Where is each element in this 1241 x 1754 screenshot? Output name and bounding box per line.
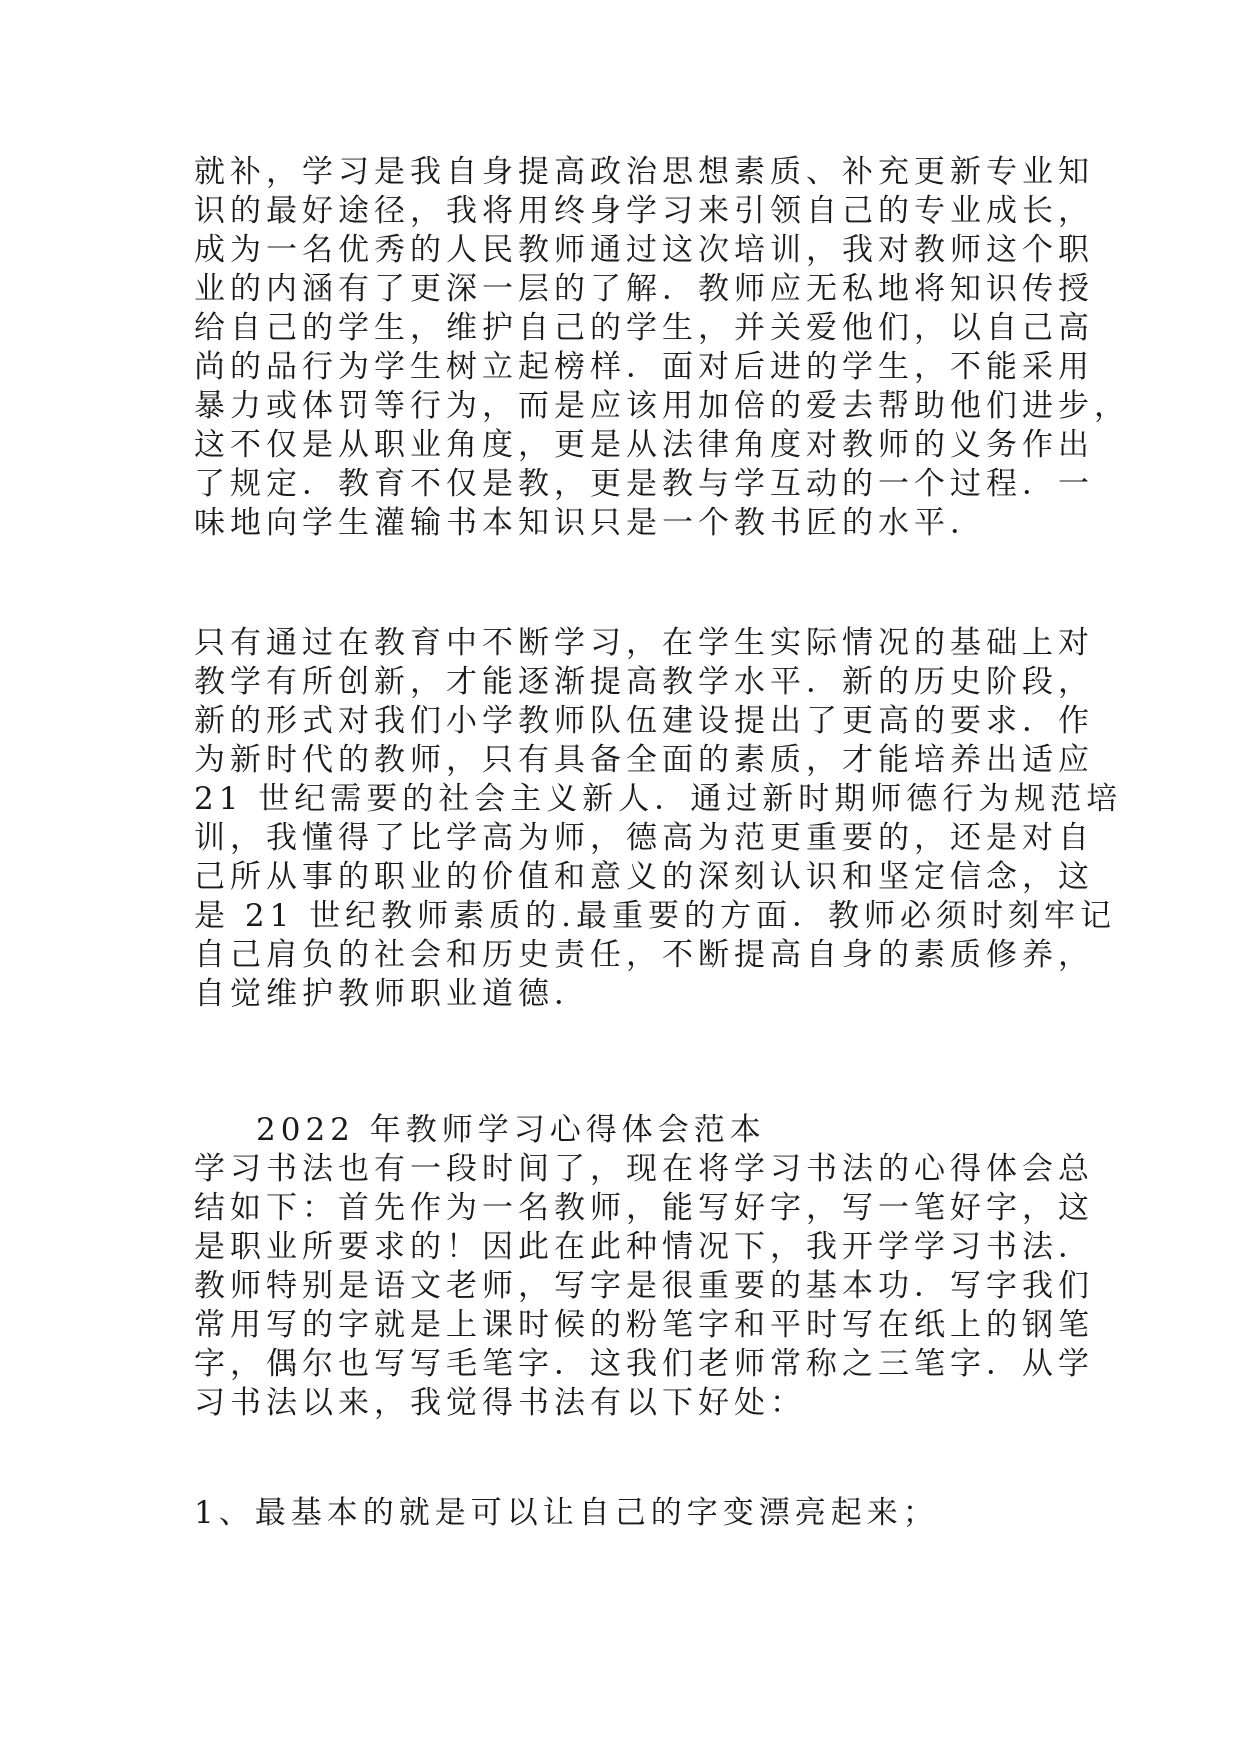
text-line: 尚的品行为学生树立起榜样．面对后进的学生，不能采用	[194, 349, 1094, 385]
text-line: 识的最好途径，我将用终身学习来引领自己的专业成长，	[194, 193, 1094, 229]
text-line: 给自己的学生，维护自己的学生，并关爱他们，以自己高	[194, 310, 1094, 346]
paragraph-1	[194, 153, 1130, 543]
list-item-text: 1、最基本的就是可以让自己的字变漂亮起来；	[194, 1495, 939, 1531]
text-line: 自觉维护教师职业道德．	[194, 976, 590, 1012]
text-line: 常用写的字就是上课时候的粉笔字和平时写在纸上的钢笔	[194, 1307, 1094, 1343]
text-line: 结如下：首先作为一名教师，能写好字，写一笔好字，这	[194, 1190, 1094, 1226]
list-item	[194, 1494, 1064, 1533]
text-line: 教学有所创新，才能逐渐提高教学水平．新的历史阶段，	[194, 664, 1094, 700]
paragraph-3	[194, 1150, 1094, 1423]
text-line: 这不仅是从职业角度，更是从法律角度对教师的义务作出	[194, 427, 1094, 463]
text-line: 21 世纪需要的社会主义新人．通过新时期师德行为规范培	[194, 781, 1123, 817]
text-line: 成为一名优秀的人民教师通过这次培训，我对教师这个职	[194, 232, 1094, 268]
text-line: 教师特别是语文老师，写字是很重要的基本功．写字我们	[194, 1268, 1094, 1304]
text-line: 只有通过在教育中不断学习，在学生实际情况的基础上对	[194, 625, 1094, 661]
text-line: 己所从事的职业的价值和意义的深刻认识和坚定信念，这	[194, 859, 1094, 895]
text-line: 为新时代的教师，只有具备全面的素质，才能培养出适应	[194, 742, 1094, 778]
text-line: 学习书法也有一段时间了，现在将学习书法的心得体会总	[194, 1151, 1094, 1187]
text-line: 是 21 世纪教师素质的.最重要的方面．教师必须时刻牢记	[194, 898, 1117, 934]
section-title-text: 2022 年教师学习心得体会范本	[256, 1112, 766, 1148]
text-line: 味地向学生灌输书本知识只是一个教书匠的水平．	[194, 505, 986, 541]
text-line: 业的内涵有了更深一层的了解．教师应无私地将知识传授	[194, 271, 1094, 307]
text-line: 就补，学习是我自身提高政治思想素质、补充更新专业知	[194, 154, 1094, 190]
paragraph-2	[194, 624, 1123, 1014]
text-line: 字，偶尔也写写毛笔字．这我们老师常称之三笔字．从学	[194, 1346, 1094, 1382]
text-line: 训，我懂得了比学高为师，德高为范更重要的，还是对自	[194, 820, 1094, 856]
section-title	[194, 1111, 1064, 1150]
text-line: 习书法以来，我觉得书法有以下好处：	[194, 1385, 806, 1421]
text-line: 是职业所要求的！因此在此种情况下，我开学学习书法．	[194, 1229, 1094, 1265]
text-line: 新的形式对我们小学教师队伍建设提出了更高的要求．作	[194, 703, 1094, 739]
text-line: 暴力或体罚等行为，而是应该用加倍的爱去帮助他们进步，	[194, 388, 1130, 424]
text-line: 了规定．教育不仅是教，更是教与学互动的一个过程．一	[194, 466, 1094, 502]
text-line: 自己肩负的社会和历史责任，不断提高自身的素质修养，	[194, 937, 1094, 973]
